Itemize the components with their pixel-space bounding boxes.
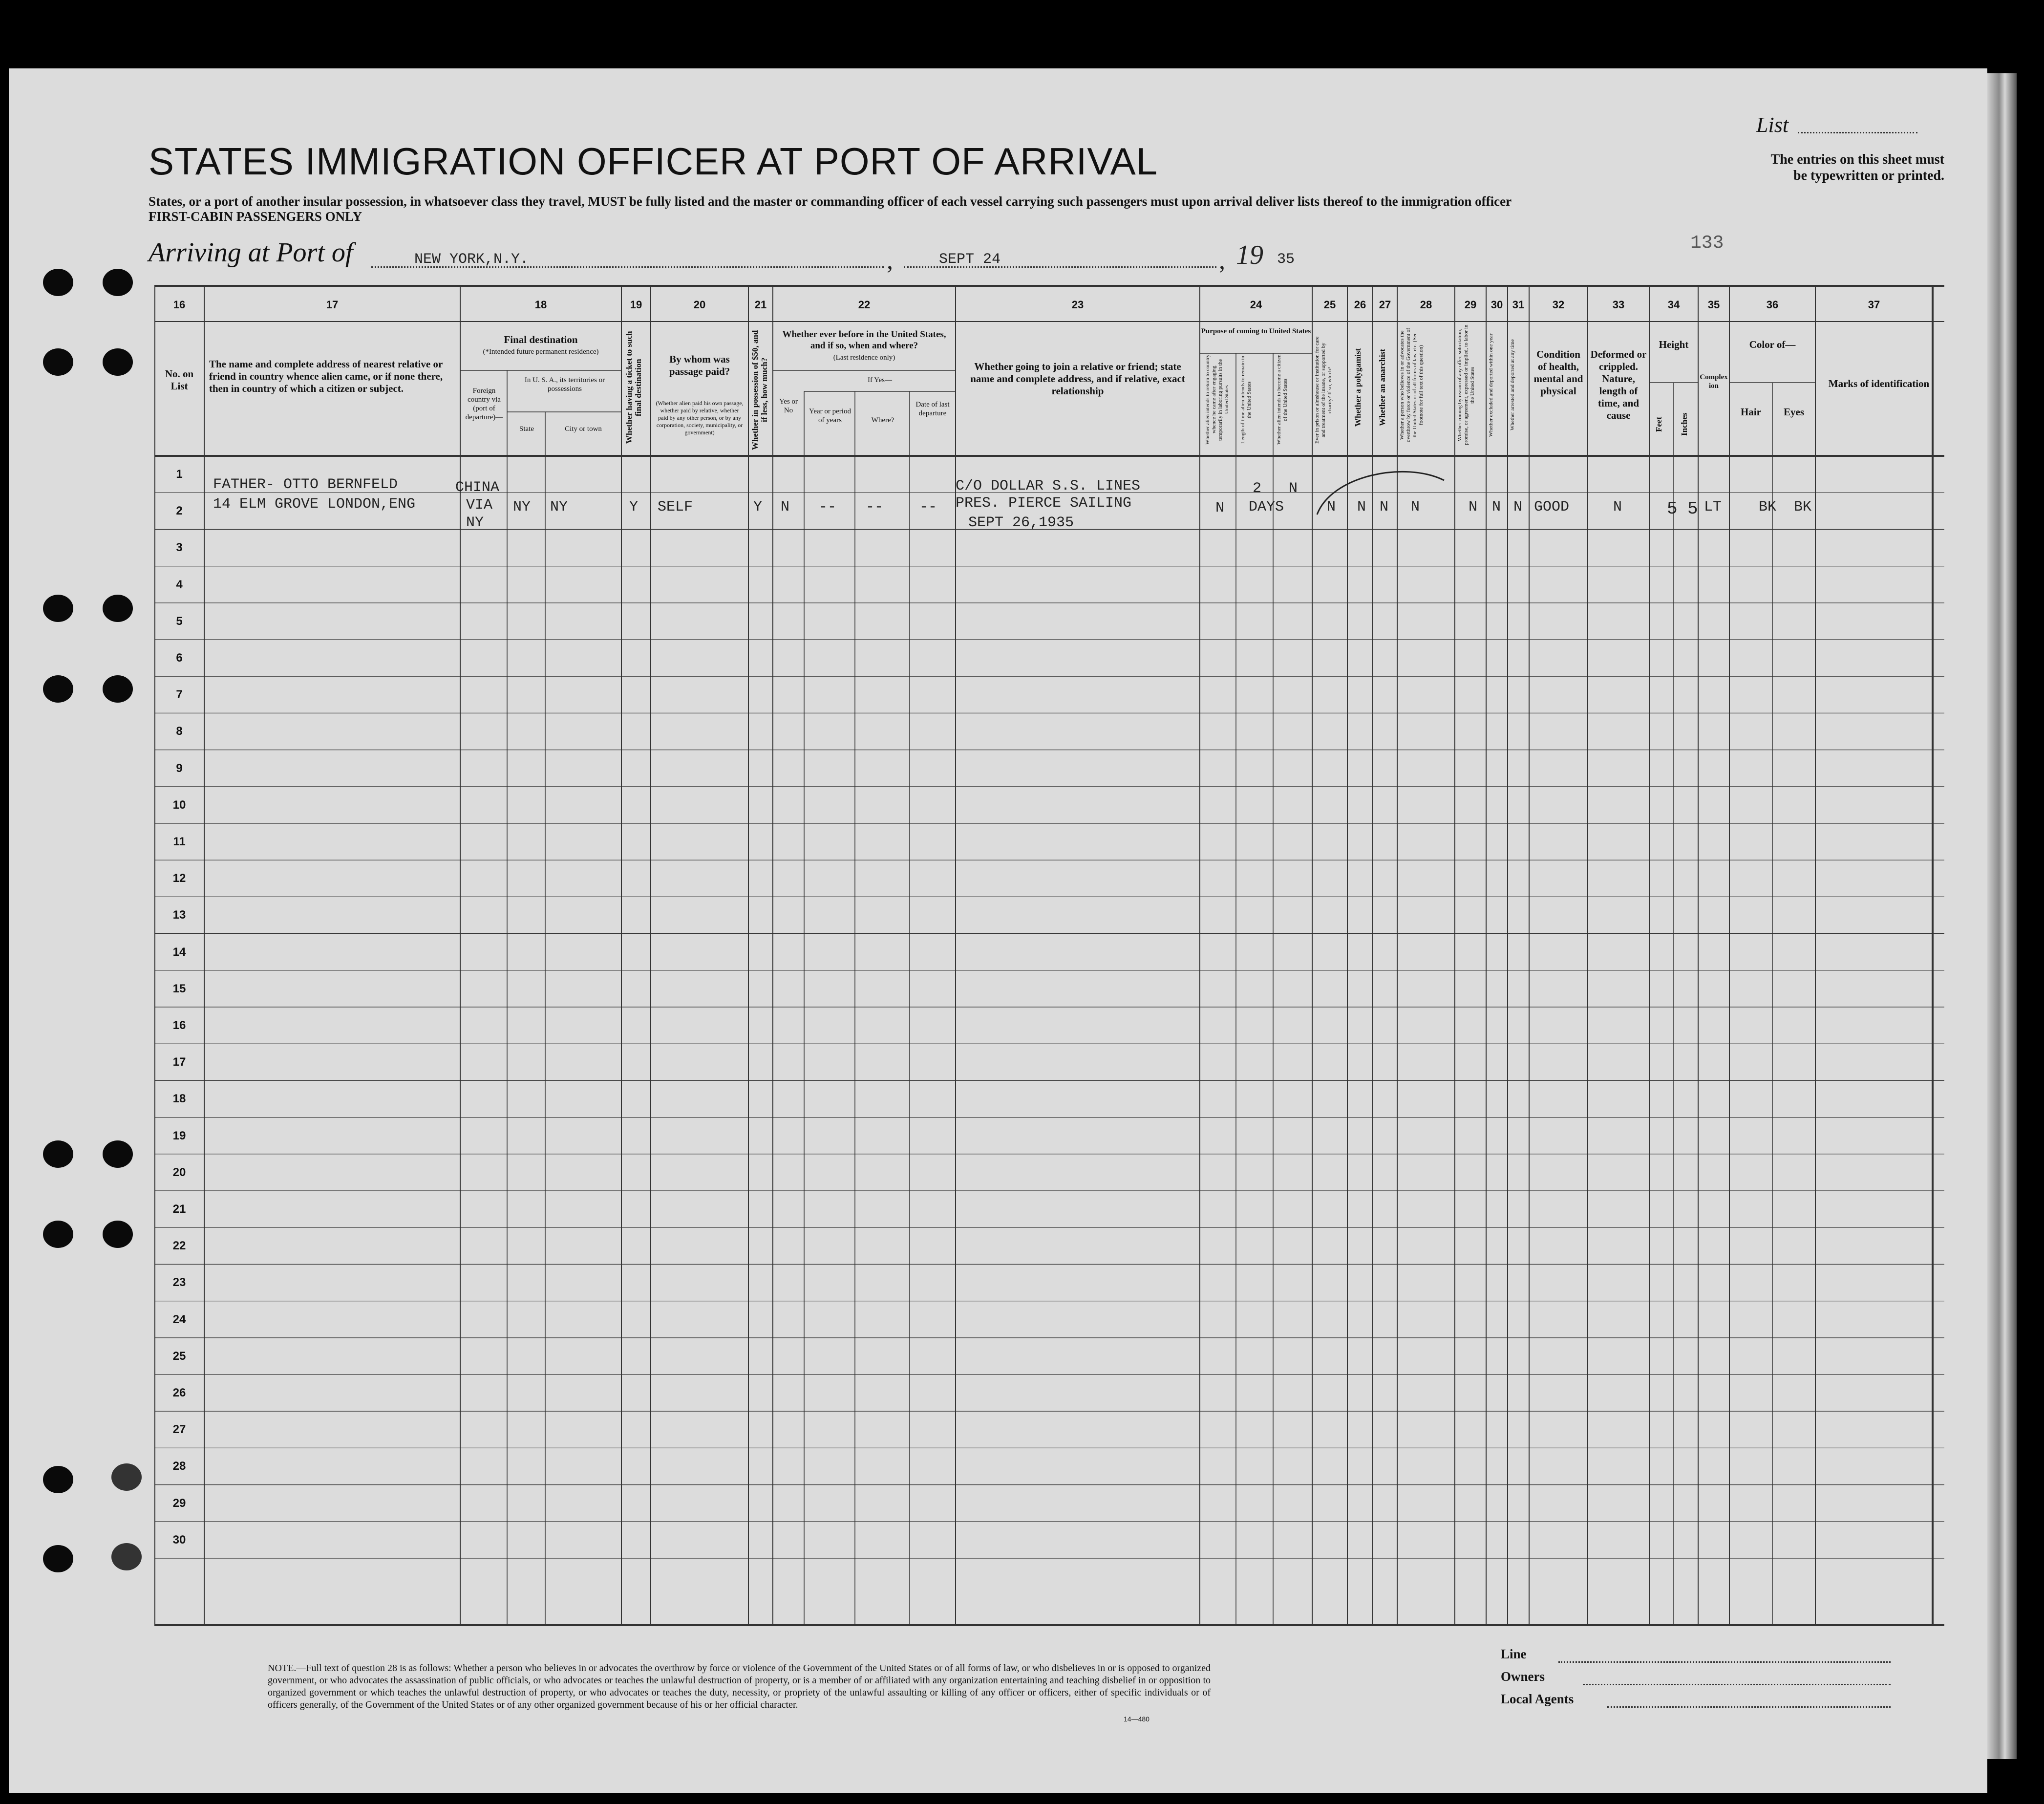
col-num-23: 23 — [1071, 299, 1084, 311]
row-number: 18 — [172, 1092, 186, 1106]
col-num-25: 25 — [1323, 299, 1336, 311]
arriving-label: Arriving at Port of — [149, 237, 353, 268]
join-line-2: PRES. PIERCE SAILING — [956, 495, 1132, 512]
year-period-value: -- — [819, 499, 837, 515]
binder-hole — [103, 595, 133, 622]
list-number-line — [1798, 132, 1917, 133]
header-health: Condition of health, mental and physical — [1533, 348, 1583, 397]
header-labor-offer: Whether coming by reason of any offer, solicitation, promise, or agreement, expressed or implied, to labor in the United States — [1457, 324, 1475, 446]
manifest-table — [154, 285, 1944, 1626]
header-deformed: Deformed or crippled. Nature, length of time, and cause — [1590, 348, 1647, 421]
row-number: 19 — [172, 1129, 186, 1142]
binder-hole — [103, 348, 133, 376]
row-number: 14 — [172, 945, 186, 959]
prison-value: N — [1327, 499, 1336, 515]
feet-value: 5 — [1667, 499, 1678, 519]
binder-hole — [43, 675, 73, 703]
row-number: 7 — [176, 688, 183, 702]
header-hair: Hair — [1741, 406, 1761, 418]
header-purpose: Purpose of coming to United States — [1201, 327, 1311, 335]
row-number: 21 — [172, 1203, 186, 1216]
header-deported: Whether arrested and deported at any time — [1510, 339, 1515, 431]
col-num-35: 35 — [1707, 299, 1720, 311]
eyes-value: BK — [1794, 499, 1812, 515]
header-marks-identification: Marks of identification — [1828, 378, 1930, 389]
col-num-19: 19 — [630, 299, 642, 311]
anarchist-value: N — [1380, 499, 1389, 515]
foreign-country-3: NY — [466, 515, 484, 531]
row-number: 29 — [172, 1496, 186, 1510]
binder-hole — [111, 1543, 142, 1570]
paid-by-value: SELF — [658, 499, 693, 515]
col-num-37: 37 — [1868, 299, 1880, 311]
binder-hole — [43, 1140, 73, 1168]
header-citizen-intent: Whether alien intends to become a citizen of the United States — [1276, 354, 1288, 445]
port-value: NEW YORK,N.Y. — [414, 251, 529, 268]
dest-state: NY — [513, 499, 531, 515]
header-polygamist: Whether a polygamist — [1353, 348, 1363, 427]
header-passage-paid: By whom was passage paid? — [669, 353, 730, 377]
row-number: 11 — [173, 835, 186, 848]
header-in-usa: In U. S. A., its territories or possessions — [524, 376, 605, 393]
form-title: STATES IMMIGRATION OFFICER AT PORT OF ARRIVAL — [149, 140, 1158, 183]
inches-value: 5 — [1687, 499, 1698, 519]
row-number: 12 — [172, 872, 186, 885]
form-subtitle: States, or a port of another insular possession, in whatsoever class they travel, MUST be fully listed and the master or commanding officer of each vessel carrying such passengers must upon arrival deliver lists thereof to the immigration officer — [149, 194, 1512, 209]
col-num-17: 17 — [326, 299, 339, 311]
comma: , — [1219, 247, 1225, 275]
row-number: 8 — [176, 725, 183, 738]
header-overthrow: Whether a person who believes in or advocates the overthrow by force or violence of the Government of the United States or of all forms of law, etc. (See footnote for full text of this question) — [1399, 328, 1424, 442]
date-value: SEPT 24 — [939, 251, 1001, 268]
footnote-question-28: NOTE.—Full text of question 28 is as follows: Whether a person who believes in or advocates the overthrow by force or violence of the Government of the United States or of all forms of law, or who disbelieves in or is opposed to organized government, or who advocates the assassination of public officials, or who advocates or teaches the unlawful destruction of property, or is a member of or affiliated with any organization entertaining and teaching disbelief in or opposition to organized government or which teaches the unlawful destruction of property, or who advocates or teaches the duty, necessity, or propriety of the unlawful assaulting or killing of any officer or officers, either of specific individuals or of officers generally, of the Government of the United States or of any other organized government because of his or her official character. — [268, 1663, 1211, 1710]
agents-signature-line — [1607, 1706, 1891, 1708]
col-num-32: 32 — [1552, 299, 1565, 311]
header-eyes: Eyes — [1784, 406, 1804, 418]
col-num-26: 26 — [1354, 299, 1366, 311]
fifty-value: Y — [753, 499, 763, 515]
relative-line-1: FATHER- OTTO BERNFELD — [213, 476, 398, 493]
row-number: 10 — [172, 798, 186, 812]
complexion-value: LT — [1704, 499, 1722, 515]
deformed-value: N — [1613, 499, 1622, 515]
binder-hole — [43, 1221, 73, 1248]
header-yes-no: Yes or No — [779, 398, 798, 414]
header-excluded: Whether excluded and deported within one year — [1488, 333, 1494, 437]
col-num-34: 34 — [1667, 299, 1680, 311]
header-year-period: Year or period of years — [809, 408, 851, 424]
header-if-yes: If Yes— — [867, 376, 892, 384]
binder-hole — [103, 675, 133, 703]
row-number: 3 — [176, 541, 183, 555]
header-where: Where? — [871, 416, 894, 424]
header-city-town: City or town — [565, 425, 602, 433]
join-line-3: SEPT 26,1935 — [968, 515, 1074, 531]
row-number: 15 — [172, 982, 186, 995]
header-no-on-list: No. on List — [165, 368, 194, 392]
header-state: State — [519, 425, 534, 433]
owners-label: Owners — [1501, 1669, 1545, 1684]
deported-value: N — [1513, 499, 1523, 515]
header-color-of: Color of— — [1749, 339, 1796, 350]
citizen-value: N — [1289, 480, 1298, 497]
row-number: 1 — [176, 468, 183, 481]
relative-line-2: 14 ELM GROVE LONDON,ENG — [213, 496, 416, 513]
row-number: 30 — [172, 1533, 186, 1546]
line-signature-line — [1558, 1661, 1891, 1663]
col-num-20: 20 — [693, 299, 706, 311]
row-number: 27 — [172, 1423, 186, 1437]
col-num-33: 33 — [1612, 299, 1625, 311]
col-num-36: 36 — [1766, 299, 1779, 311]
row-number: 20 — [172, 1165, 186, 1179]
polygamist-value: N — [1357, 499, 1366, 515]
labor-offer-value: N — [1469, 499, 1478, 515]
header-fifty-dollars: Whether in possession of $50, and if less, how much? — [750, 330, 769, 450]
col-num-31: 31 — [1512, 299, 1525, 311]
binder-hole — [43, 595, 73, 622]
header-length-stay: Length of time alien intends to remain in the United States — [1240, 356, 1252, 444]
where-value: -- — [866, 499, 884, 515]
row-number: 24 — [172, 1312, 186, 1326]
comma: , — [887, 247, 893, 275]
row-number: 9 — [176, 761, 183, 775]
binder-hole — [43, 1466, 73, 1493]
row-number: 13 — [172, 908, 186, 922]
row-number: 23 — [172, 1276, 186, 1289]
col-num-28: 28 — [1420, 299, 1432, 311]
ticket-value: Y — [629, 499, 639, 515]
foreign-country-1: CHINA — [455, 479, 500, 496]
row-number: 22 — [172, 1239, 186, 1253]
header-final-destination-note: (*Intended future permanent residence) — [483, 348, 599, 356]
before-us-value: N — [781, 499, 790, 515]
join-line-1: C/O DOLLAR S.S. LINES — [956, 478, 1141, 494]
local-agents-label: Local Agents — [1501, 1692, 1574, 1706]
header-last-residence: (Last residence only) — [833, 354, 895, 362]
health-value: GOOD — [1534, 499, 1570, 515]
row-number: 4 — [176, 578, 183, 591]
binder-hole — [103, 1221, 133, 1248]
binder-hole — [43, 1545, 73, 1572]
length-stay-value-2: DAYS — [1249, 499, 1284, 515]
binder-hole — [43, 269, 73, 296]
row-number: 2 — [176, 504, 183, 518]
departure-value: -- — [919, 499, 937, 515]
row-number: 28 — [172, 1460, 186, 1473]
row-number: 25 — [172, 1349, 186, 1363]
form-number: 14—480 — [1124, 1715, 1150, 1723]
first-cabin-label: FIRST-CABIN PASSENGERS ONLY — [149, 209, 362, 224]
row-number: 17 — [172, 1055, 186, 1069]
col-num-16: 16 — [173, 299, 186, 311]
hair-value: BK — [1759, 499, 1777, 515]
header-ticket: Whether having a ticket to such final destination — [624, 331, 643, 444]
col-num-29: 29 — [1464, 299, 1477, 311]
owners-signature-line — [1583, 1684, 1891, 1685]
header-height: Height — [1659, 339, 1689, 350]
row-number: 26 — [172, 1386, 186, 1399]
header-nearest-relative: The name and complete address of nearest relative or friend in country whence alien came, or if none there, then in country of which a citizen or subject. — [209, 358, 443, 394]
binder-hole — [43, 348, 73, 376]
header-foreign-country: Foreign country via (port of departure)— — [465, 387, 503, 421]
header-ever-before: Whether ever before in the United States, and if so, when and where? — [782, 329, 946, 351]
row-number: 6 — [176, 651, 183, 665]
row-number: 16 — [172, 1019, 186, 1032]
header-inches: Inches — [1680, 412, 1689, 436]
header-join-relative: Whether going to join a relative or friend; state name and complete address, and if relative, exact relationship — [970, 361, 1185, 397]
page-stamp-number: 133 — [1690, 233, 1724, 254]
binder-hole — [103, 1140, 133, 1168]
binder-hole — [103, 269, 133, 296]
col-num-30: 30 — [1490, 299, 1503, 311]
header-date-departure: Date of last departure — [916, 401, 950, 417]
col-num-18: 18 — [534, 299, 547, 311]
list-label: List — [1756, 113, 1789, 137]
header-final-destination: Final destination — [504, 334, 578, 345]
col-num-21: 21 — [754, 299, 767, 311]
foreign-country-2: VIA — [466, 497, 493, 514]
header-passage-paid-note: (Whether alien paid his own passage, whether paid by relative, whether paid by any other person, or by any corporation, society, municipality, or government) — [656, 400, 744, 436]
line-label: Line — [1501, 1647, 1527, 1661]
year-suffix: 35 — [1277, 251, 1295, 268]
col-num-22: 22 — [858, 299, 871, 311]
year-prefix: 19 — [1236, 240, 1263, 270]
header-return-intent: Whether alien intends to return to country whence he came after engaging temporarily in laboring pursuits in the United States — [1205, 354, 1230, 445]
row-number: 5 — [176, 614, 183, 628]
col-num-27: 27 — [1379, 299, 1391, 311]
header-feet: Feet — [1654, 416, 1663, 432]
excluded-value: N — [1492, 499, 1501, 515]
header-complexion: Complexion — [1700, 373, 1728, 390]
page-edge — [1987, 73, 2017, 1759]
header-anarchist: Whether an anarchist — [1378, 348, 1387, 427]
overthrow-value: N — [1411, 499, 1420, 515]
binder-hole — [111, 1463, 142, 1491]
dest-city: NY — [550, 499, 568, 515]
purpose-return-value: N — [1215, 500, 1225, 516]
typewritten-notice: The entries on this sheet must be typewritten or printed. — [1770, 152, 1944, 183]
length-stay-value-1: 2 — [1253, 480, 1262, 497]
col-num-24: 24 — [1250, 299, 1262, 311]
header-prison: Ever in prison or almshouse or institution for care and treatment of the insane, or supported by charity? If so, which? — [1314, 336, 1333, 444]
